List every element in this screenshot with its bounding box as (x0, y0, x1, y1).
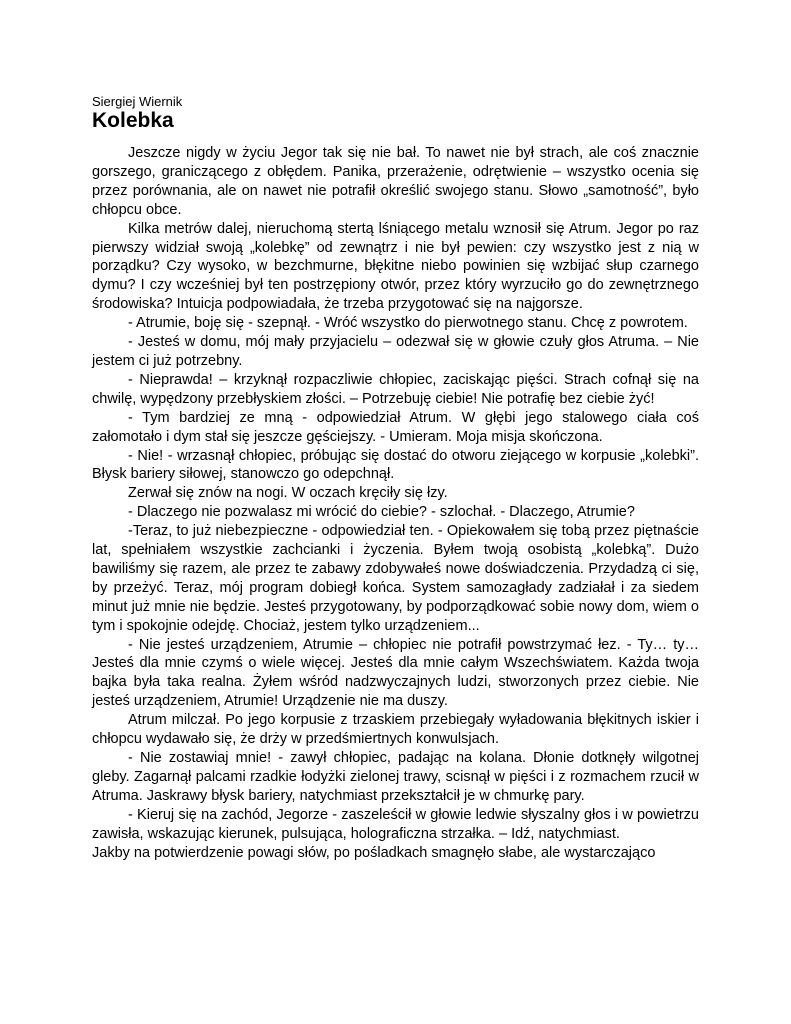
paragraph: Jeszcze nigdy w życiu Jegor tak się nie bał. To nawet nie był strach, ale coś znacznie gorszego, graniczącego z obłędem. Panika, przerażenie, odrętwienie – wszystko ocenia się przez porównania, ale on nawet nie potrafił określić swojego stanu. Słowo „samotność”, było chłopcu obce. (92, 145, 699, 218)
paragraph: - Nie! - wrzasnął chłopiec, próbując się dostać do otworu ziejącego w korpusie „kolebki”. Błysk bariery siłowej, stanowczo go odepchnął. (92, 447, 699, 483)
paragraph: Atrum milczał. Po jego korpusie z trzaskiem przebiegały wyładowania błękitnych iskier i chłopcu wydawało się, że drży w przedśmiertnych konwulsjach. (92, 712, 699, 748)
paragraph: -Teraz, to już niebezpieczne - odpowiedział ten. - Opiekowałem się tobą przez piętnaście lat, spełniałem wszystkie zachcianki i życzenia. Byłem twoją osobistą „kolebką”. Dużo bawiliśmy się razem, ale przez te zabawy zdobywałeś nowe doświadczenia. Przydadzą ci się, by przeżyć. Teraz, mój program dobiegł końca. System samozagłady zadziałał i za siedem minut już mnie nie będzie. Jesteś przygotowany, by podporządkować sobie nowy dom, wiem o tym i spokojnie odejdę. Chociaż, jestem tylko urządzeniem... (92, 523, 699, 634)
paragraph: - Jesteś w domu, mój mały przyjacielu – odezwał się w głowie czuły głos Atruma. – Nie jestem ci już potrzebny. (92, 334, 699, 369)
paragraph: Zerwał się znów na nogi. W oczach kręciły się łzy. (128, 485, 448, 502)
paragraph: - Nie jesteś urządzeniem, Atrumie – chłopiec nie potrafił powstrzymać łez. - Ty… ty… Jesteś dla mnie czymś o wiele więcej. Jesteś dla mnie całym Wszechświatem. Każda twoja bajka była taka realna. Żyłem wśród nadzwyczajnych ludzi, stworzonych przez ciebie. Nie jesteś urządzeniem, Atrumie! Urządzenie nie ma duszy. (92, 636, 699, 710)
story-title: Kolebka (92, 109, 174, 132)
paragraph: - Nie zostawiaj mnie! - zawył chłopiec, padając na kolana. Dłonie dotknęły wilgotnej gleby. Zagarnął palcami rzadkie łodyżki zielonej trawy, scisnął w pięści i z rozmachem rzucił w Atruma. Jaskrawy błysk bariery, natychmiast przekształcił je w chmurkę pary. (92, 750, 699, 804)
paragraph: Kilka metrów dalej, nieruchomą stertą lśniącego metalu wznosił się Atrum. Jegor po raz pierwszy widział swoją „kolebkę” od zewnątrz i nie był pewien: czy wszystko jest z nią w porządku? Czy wysoko, w bezchmurne, błękitne niebo powinien się wzbijać słup czarnego dymu? I czy wcześniej był ten postrzępiony otwór, przez który wyrzuciło go do zewnętrznego środowiska? Intuicja podpowiadała, że trzeba przygotować się na najgorsze. (92, 220, 699, 313)
paragraph: - Kieruj się na zachód, Jegorze - zaszeleścił w głowie ledwie słyszalny głos i w powietrzu zawisła, wskazując kierunek, pulsująca, holograficzna strzałka. – Idź, natychmiast. (92, 806, 699, 842)
author-name: Siergiej Wiernik (92, 94, 183, 109)
paragraph: - Nieprawda! – krzyknął rozpaczliwie chłopiec, zaciskając pięści. Strach cofnął się na chwilę, wypędzony przebłyskiem złości. – Potrzebuję ciebie! Nie potrafię bez ciebie żyć! (92, 371, 699, 407)
paragraph: Jakby na potwierdzenie powagi słów, po pośladkach smagnęło słabe, ale wystarczająco (92, 844, 656, 861)
paragraph: - Dlaczego nie pozwalasz mi wrócić do ciebie? - szlochał. - Dlaczego, Atrumie? (128, 504, 635, 521)
story-body (92, 144, 699, 862)
paragraph: - Tym bardziej ze mną - odpowiedział Atrum. W głębi jego stalowego ciała coś załomotało i dym stał się jeszcze gęściejszy. - Umieram. Moja misja skończona. (92, 409, 699, 445)
paragraph: - Atrumie, boję się - szepnął. - Wróć wszystko do pierwotnego stanu. Chcę z powrotem. (128, 315, 688, 332)
